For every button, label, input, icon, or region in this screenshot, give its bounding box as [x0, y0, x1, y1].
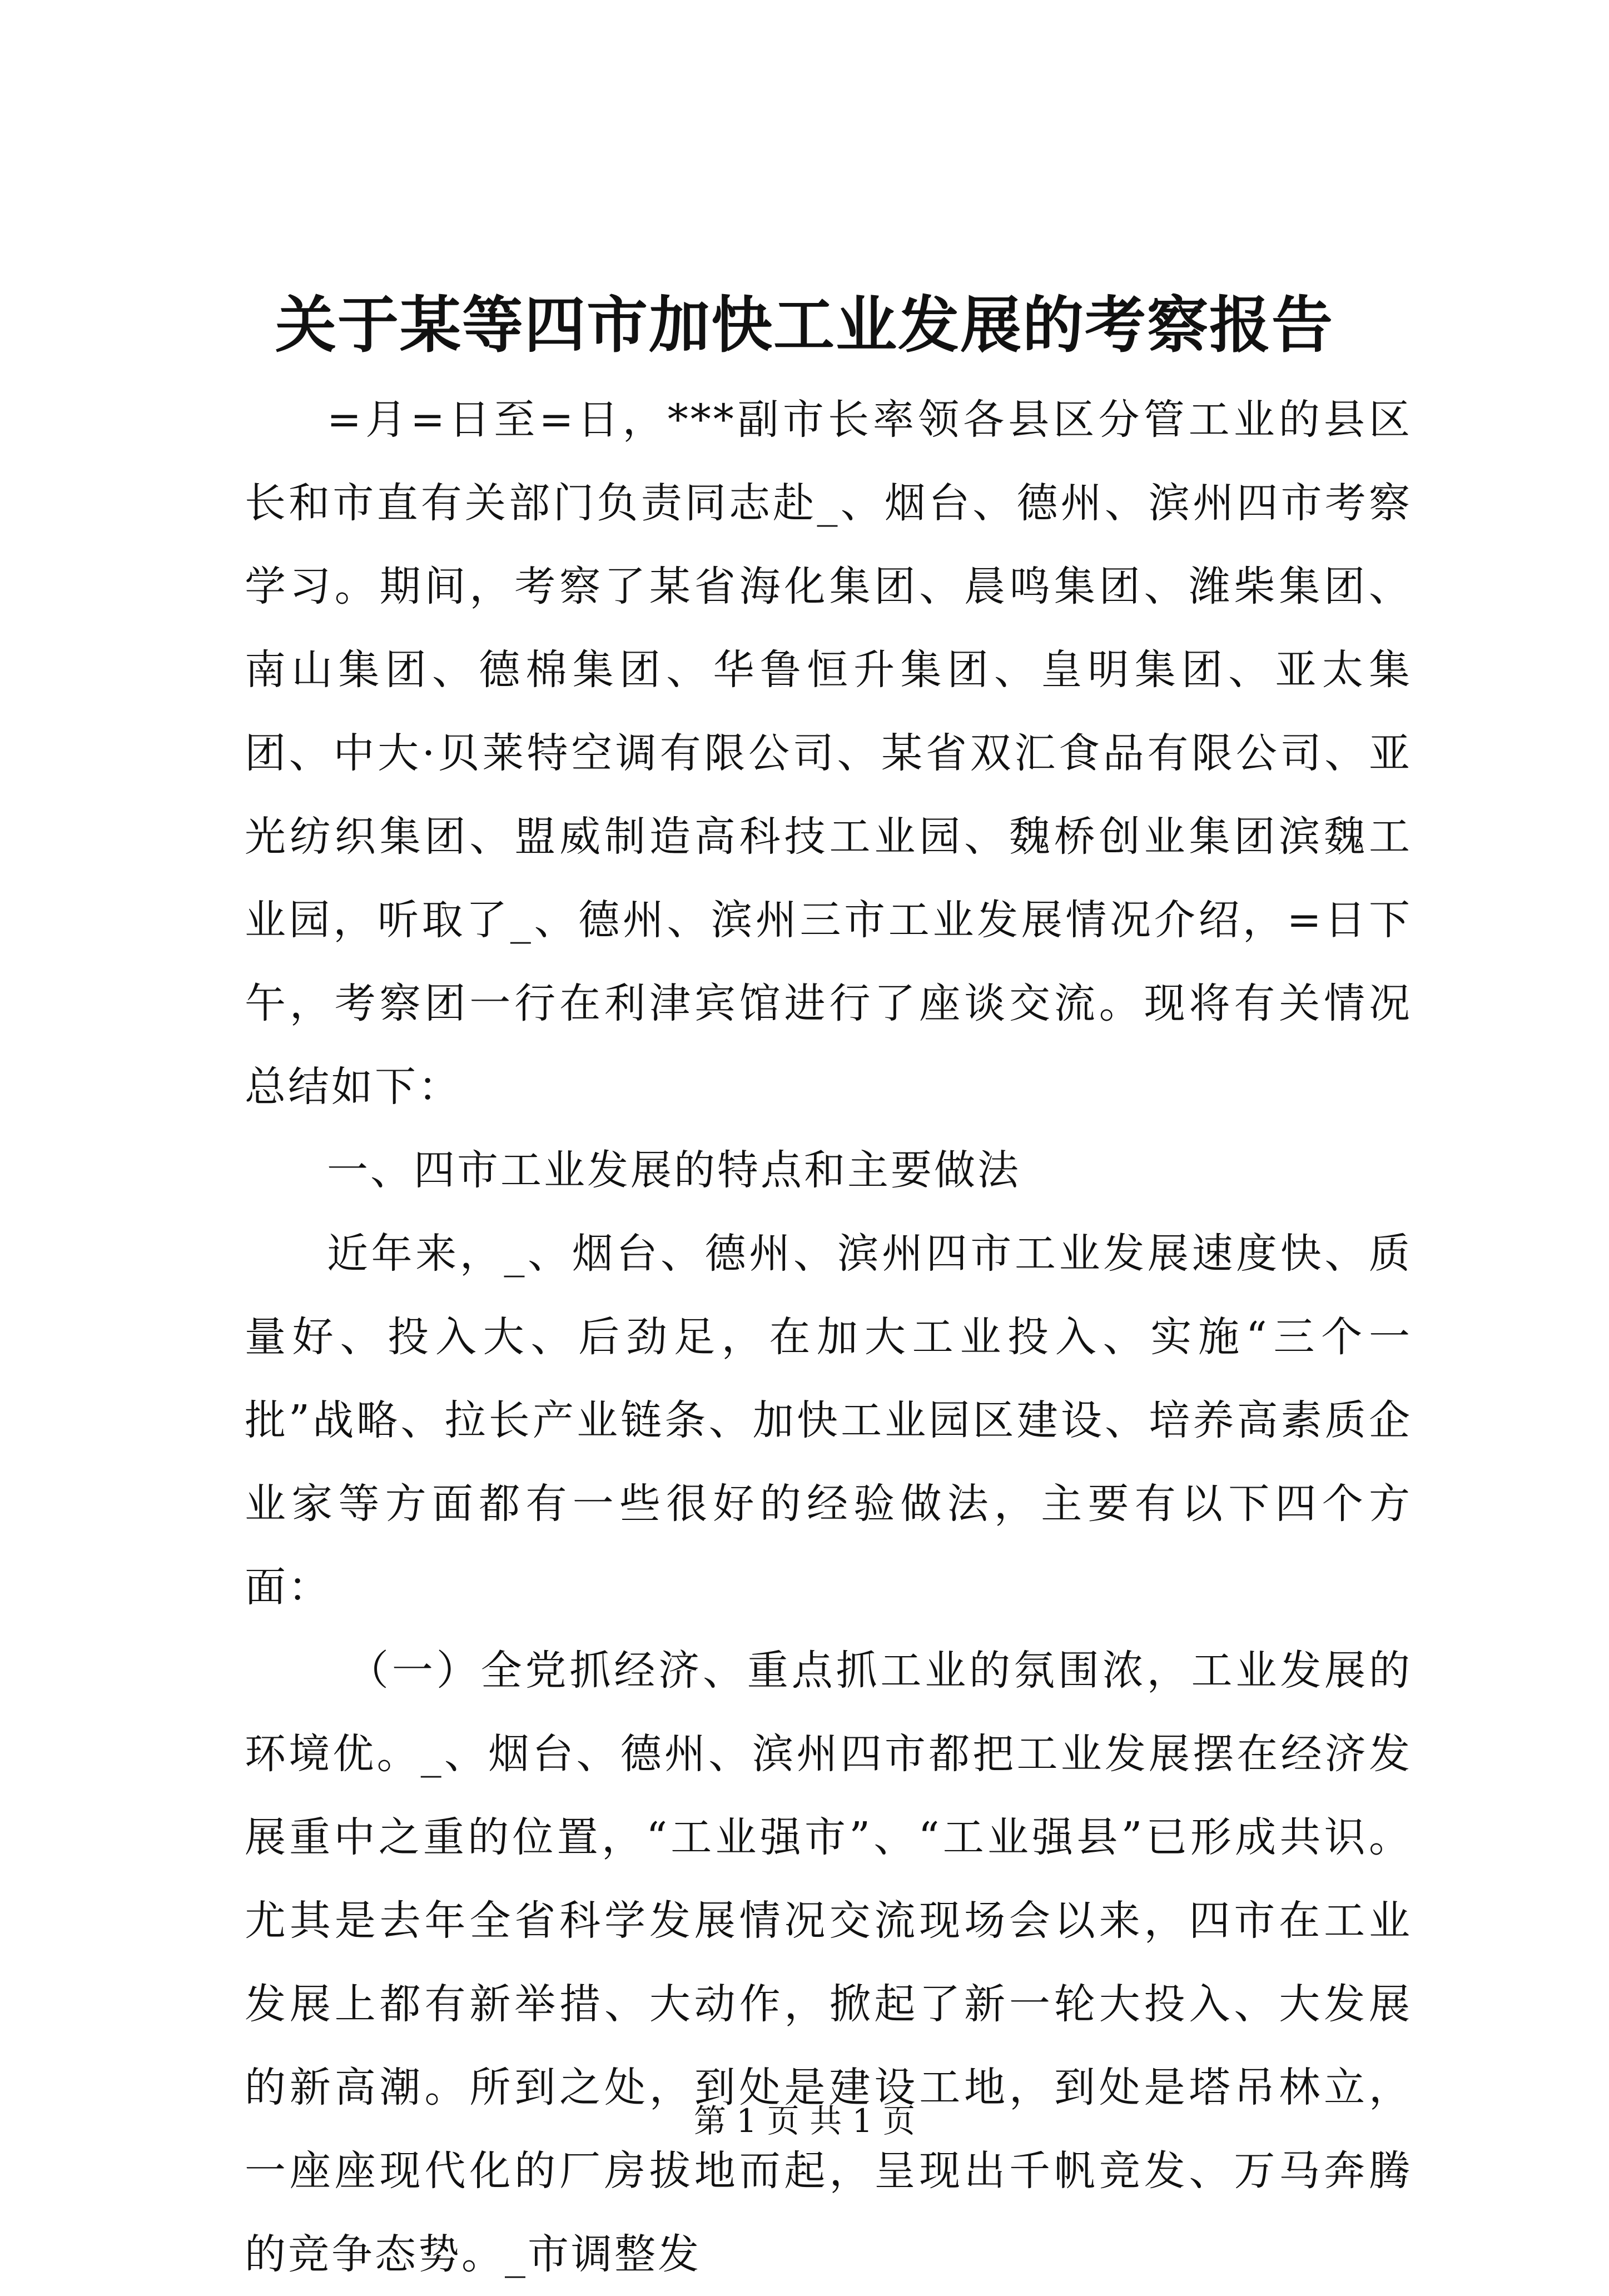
intro-paragraph: =月=日至=日，***副市长率领各县区分管工业的县区长和市直有关部门负责同志赴_、烟台、德州、滨州四市考察学习。期间，考察了某省海化集团、晨鸣集团、潍柴集团、南山集团、德棉集团、华鲁恒升集团、皇明集团、亚太集团、中大·贝莱特空调有限公司、某省双汇食品有限公司、亚光纺织集团、盟威制造高科技工业园、魏桥创业集团滨魏工业园，听取了_、德州、滨州三市工业发展情况介绍，=日下午，考察团一行在利津宾馆进行了座谈交流。现将有关情况总结如下：: [245, 396, 1412, 1111]
document-body: [245, 378, 1412, 2296]
page-number-footer: 第 1 页 共 1 页: [694, 2102, 915, 2140]
body-paragraph: 近年来，_、烟台、德州、滨州四市工业发展速度快、质量好、投入大、后劲足，在加大工业投入、实施“三个一批”战略、拉长产业链条、加快工业园区建设、培养高素质企业家等方面都有一些很好的经验做法，主要有以下四个方面：: [245, 1230, 1412, 1611]
section-heading: 一、四市工业发展的特点和主要做法: [327, 1146, 1021, 1194]
subsection-paragraph: （一）全党抓经济、重点抓工业的氛围浓，工业发展的环境优。_、烟台、德州、滨州四市都把工业发展摆在经济发展重中之重的位置，“工业强市”、“工业强县”已形成共识。尤其是去年全省科学发展情况交流现场会以来，四市在工业发展上都有新举措、大动作，掀起了新一轮大投入、大发展的新高潮。所到之处，到处是建设工地，到处是塔吊林立，一座座现代化的厂房拔地而起，呈现出千帆竞发、万马奔腾的竞争态势。_市调整发: [245, 1647, 1412, 2278]
document-title: 关于某等四市加快工业发展的考察报告: [275, 289, 1334, 361]
